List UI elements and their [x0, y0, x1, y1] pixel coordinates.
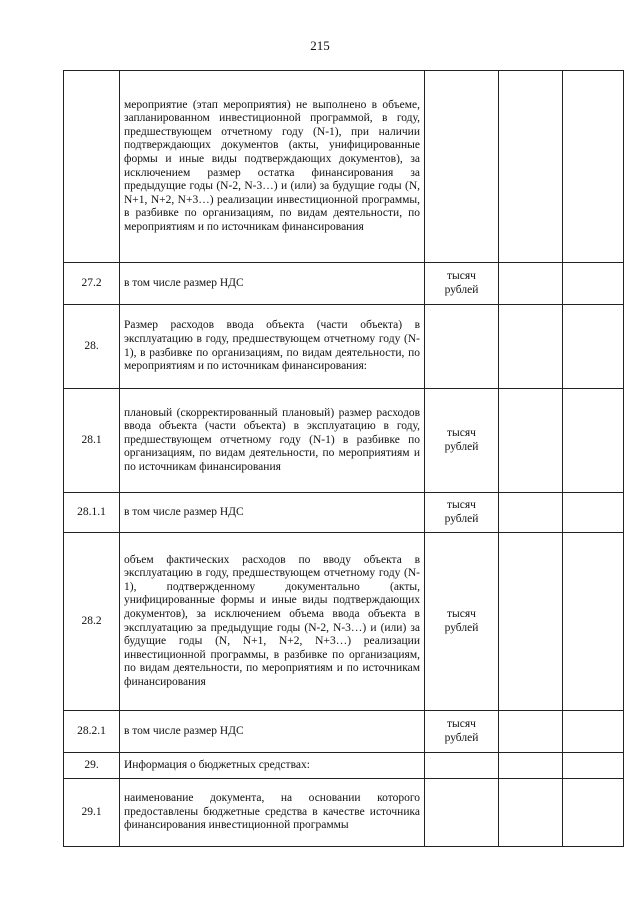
row-unit [425, 305, 499, 389]
value-cell [563, 493, 624, 533]
table-row [64, 263, 624, 305]
row-number: 27.2 [64, 263, 120, 305]
row-unit: тысяч рублей [425, 389, 499, 493]
table-row [64, 389, 624, 493]
row-description: в том числе размер НДС [120, 263, 425, 305]
value-cell [499, 753, 563, 779]
value-cell [563, 779, 624, 847]
value-cell [499, 305, 563, 389]
indicator-table [63, 70, 624, 847]
row-description: Размер расходов ввода объекта (части объекта) в эксплуатацию в году, предшествующем отчетному году (N-1), в разбивке по организациям, по видам деятельности, по мероприятиям и по источникам финансирования: [120, 305, 425, 389]
value-cell [563, 711, 624, 753]
value-cell [499, 389, 563, 493]
row-number: 28. [64, 305, 120, 389]
value-cell [563, 263, 624, 305]
row-unit [425, 753, 499, 779]
row-description: в том числе размер НДС [120, 711, 425, 753]
value-cell [499, 493, 563, 533]
table-row [64, 305, 624, 389]
table-row [64, 779, 624, 847]
row-number: 28.1 [64, 389, 120, 493]
row-number: 28.2.1 [64, 711, 120, 753]
row-description: плановый (скорректированный плановый) размер расходов ввода объекта (части объекта) в эксплуатацию в году, предшествующем отчетному году (N-1) в разбивке по организациям, по видам деятельности, по мероприятиям и по источникам финансирования [120, 389, 425, 493]
row-unit [425, 71, 499, 263]
row-number: 28.1.1 [64, 493, 120, 533]
table-row [64, 71, 624, 263]
row-number: 28.2 [64, 533, 120, 711]
row-unit: тысяч рублей [425, 711, 499, 753]
table-row [64, 753, 624, 779]
value-cell [499, 711, 563, 753]
row-description: наименование документа, на основании которого предоставлены бюджетные средства в качестве источника финансирования инвестиционной программы [120, 779, 425, 847]
row-description: объем фактических расходов по вводу объекта в эксплуатацию в году, предшествующем отчетному году (N-1), подтвержденному документально (акты, унифицированные формы и иные виды подтверждающих документов), за исключением объема ввода объекта в эксплуатацию за предыдущие годы (N-2, N-3…) и (или) за будущие годы (N, N+1, N+2, N+3…) реализации инвестиционной программы, в разбивке по организациям, по видам деятельности, по мероприятиям и по источникам финансирования [120, 533, 425, 711]
value-cell [563, 389, 624, 493]
row-unit: тысяч рублей [425, 493, 499, 533]
table-row [64, 493, 624, 533]
value-cell [499, 263, 563, 305]
value-cell [499, 779, 563, 847]
row-description: в том числе размер НДС [120, 493, 425, 533]
row-unit: тысяч рублей [425, 533, 499, 711]
table-row [64, 533, 624, 711]
row-unit [425, 779, 499, 847]
row-description: мероприятие (этап мероприятия) не выполнено в объеме, запланированном инвестиционной программой, в году, предшествующем отчетному году (N-1), при наличии подтверждающих документов (акты, унифицированные формы и иные виды подтверждающих документов), за исключением размер остатка финансирования за предыдущие годы (N-2, N-3…) и (или) за будущие годы (N, N+1, N+2, N+3…) реализации инвестиционной программы, в разбивке по организациям, по видам деятельности, по мероприятиям и по источникам финансирования [120, 71, 425, 263]
value-cell [499, 71, 563, 263]
row-number: 29. [64, 753, 120, 779]
value-cell [563, 753, 624, 779]
value-cell [499, 533, 563, 711]
row-number: 29.1 [64, 779, 120, 847]
page-number: 215 [310, 38, 330, 53]
row-unit: тысяч рублей [425, 263, 499, 305]
table-row [64, 711, 624, 753]
value-cell [563, 305, 624, 389]
value-cell [563, 533, 624, 711]
row-number [64, 71, 120, 263]
row-description: Информация о бюджетных средствах: [120, 753, 425, 779]
value-cell [563, 71, 624, 263]
